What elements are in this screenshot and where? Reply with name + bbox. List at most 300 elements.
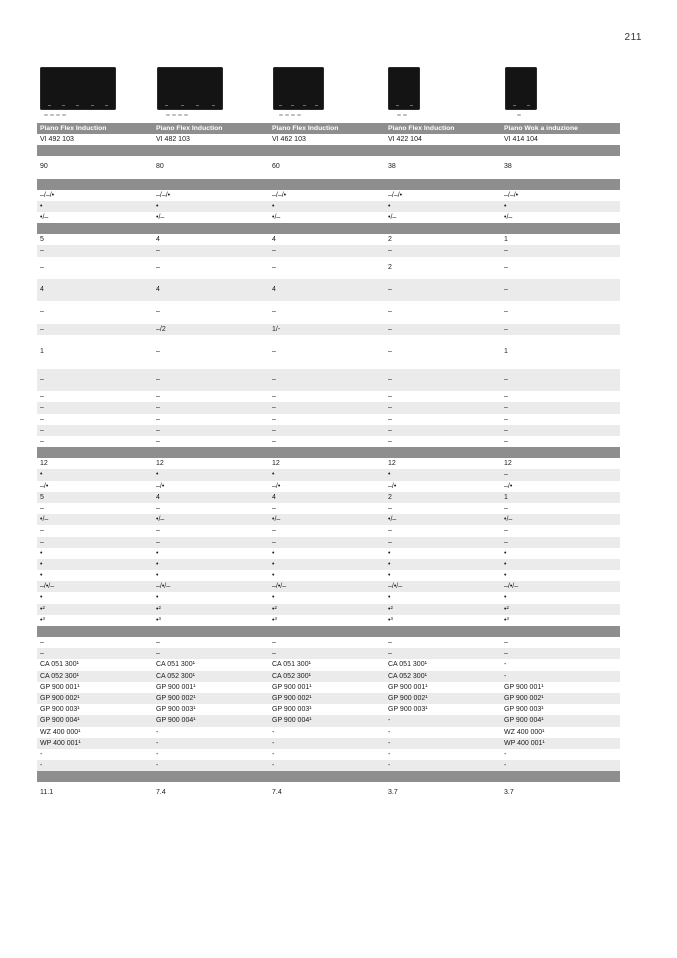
table-cell: 38 xyxy=(504,163,512,171)
table-row xyxy=(37,257,620,279)
table-cell: –/–/• xyxy=(388,191,403,199)
table-row xyxy=(37,156,620,178)
table-cell: 4 xyxy=(272,493,276,501)
table-cell: •/– xyxy=(40,213,49,221)
table-cell: – xyxy=(156,404,160,412)
table-cell: –/•/– xyxy=(504,583,519,591)
table-row xyxy=(37,469,620,480)
table-cell: • xyxy=(40,560,43,568)
table-cell: •² xyxy=(272,605,277,613)
control-icon xyxy=(397,114,407,118)
table-row xyxy=(37,559,620,570)
table-cell: •³ xyxy=(388,616,393,624)
table-row xyxy=(37,648,620,659)
table-cell: –/• xyxy=(388,482,397,490)
table-cell: CA 051 300¹ xyxy=(388,661,427,669)
table-cell: • xyxy=(156,572,159,580)
table-cell: •³ xyxy=(272,616,277,624)
table-row xyxy=(37,234,620,245)
table-row xyxy=(37,782,620,804)
table-cell: • xyxy=(156,471,159,479)
table-cell: • xyxy=(388,560,391,568)
table-row xyxy=(37,335,620,369)
table-cell: 12 xyxy=(388,460,396,468)
table-cell: CA 052 300¹ xyxy=(156,672,195,680)
table-cell: – xyxy=(40,415,44,423)
table-cell: 1 xyxy=(504,236,508,244)
table-cell: 90 xyxy=(40,163,48,171)
table-cell: GP 900 003¹ xyxy=(156,706,196,714)
table-row xyxy=(37,201,620,212)
table-cell: – xyxy=(504,393,508,401)
table-cell: – xyxy=(504,325,508,333)
table-row xyxy=(37,749,620,760)
table-cell: • xyxy=(272,549,275,557)
table-cell: –/–/• xyxy=(40,191,55,199)
table-cell: – xyxy=(388,415,392,423)
table-cell: GP 900 001¹ xyxy=(40,683,80,691)
table-cell: •² xyxy=(40,605,45,613)
table-cell: – xyxy=(272,247,276,255)
table-cell: CA 052 300¹ xyxy=(272,672,311,680)
table-cell: – xyxy=(388,426,392,434)
table-cell: 1 xyxy=(504,347,508,355)
table-cell: GP 900 004¹ xyxy=(40,717,80,725)
table-cell: • xyxy=(504,594,507,602)
product-name: Piano Flex Induction xyxy=(272,125,339,132)
table-cell: 12 xyxy=(272,460,280,468)
table-cell: – xyxy=(504,538,508,546)
table-cell: – xyxy=(388,285,392,293)
table-cell: – xyxy=(40,308,44,316)
table-row xyxy=(37,704,620,715)
table-cell: • xyxy=(388,549,391,557)
table-cell: – xyxy=(388,538,392,546)
table-cell: 5 xyxy=(40,493,44,501)
table-cell: – xyxy=(40,438,44,446)
table-cell: – xyxy=(504,375,508,383)
table-row xyxy=(37,279,620,301)
table-cell: –/•/– xyxy=(156,583,171,591)
table-cell: – xyxy=(272,308,276,316)
table-cell: – xyxy=(156,415,160,423)
table-cell: – xyxy=(40,325,44,333)
table-cell: – xyxy=(156,438,160,446)
table-row xyxy=(37,514,620,525)
table-cell: – xyxy=(272,639,276,647)
table-cell: • xyxy=(388,202,391,210)
table-cell: – xyxy=(272,438,276,446)
table-cell: • xyxy=(504,560,507,568)
table-cell: – xyxy=(504,247,508,255)
table-cell: – xyxy=(504,404,508,412)
table-cell: – xyxy=(40,426,44,434)
table-cell: GP 900 003¹ xyxy=(504,706,544,714)
table-row xyxy=(37,425,620,436)
table-cell: GP 900 001¹ xyxy=(504,683,544,691)
table-cell: • xyxy=(272,471,275,479)
table-cell: •³ xyxy=(40,616,45,624)
table-cell: – xyxy=(40,504,44,512)
table-cell: –/•/– xyxy=(40,583,55,591)
table-cell: –/–/• xyxy=(156,191,171,199)
table-cell: 5 xyxy=(40,236,44,244)
table-cell: – xyxy=(272,426,276,434)
table-cell: – xyxy=(272,415,276,423)
table-row xyxy=(37,727,620,738)
table-cell: •/– xyxy=(272,516,281,524)
table-cell: – xyxy=(156,375,160,383)
table-cell: – xyxy=(388,639,392,647)
product-name: Piano Flex Induction xyxy=(388,125,455,132)
control-icon xyxy=(517,114,521,118)
table-cell: GP 900 004¹ xyxy=(504,717,544,725)
table-cell: 80 xyxy=(156,163,164,171)
table-cell: 4 xyxy=(156,493,160,501)
table-cell: –/• xyxy=(504,482,513,490)
table-row xyxy=(37,604,620,615)
table-row xyxy=(37,693,620,704)
table-cell: - xyxy=(156,750,159,758)
table-row xyxy=(37,525,620,536)
table-cell: - xyxy=(388,728,391,736)
table-row xyxy=(37,548,620,559)
table-cell: – xyxy=(388,325,392,333)
table-cell: - xyxy=(388,717,391,725)
table-row xyxy=(37,481,620,492)
table-cell: - xyxy=(156,728,159,736)
table-cell: 1/- xyxy=(272,325,281,333)
table-cell: - xyxy=(156,739,159,747)
table-cell: - xyxy=(40,750,43,758)
table-row xyxy=(37,391,620,402)
table-row xyxy=(37,324,620,335)
table-row xyxy=(37,637,620,648)
table-cell: • xyxy=(40,572,43,580)
table-cell: –/–/• xyxy=(504,191,519,199)
table-cell: 4 xyxy=(40,285,44,293)
table-cell: – xyxy=(388,504,392,512)
table-cell: – xyxy=(40,527,44,535)
table-cell: – xyxy=(504,285,508,293)
table-cell: GP 900 001¹ xyxy=(272,683,312,691)
table-cell: – xyxy=(388,347,392,355)
table-cell: CA 051 300¹ xyxy=(272,661,311,669)
product-name: Piano Flex Induction xyxy=(40,125,107,132)
table-cell: – xyxy=(388,527,392,535)
table-cell: –/•/– xyxy=(272,583,287,591)
table-cell: – xyxy=(40,393,44,401)
table-cell: – xyxy=(272,538,276,546)
table-cell: – xyxy=(40,247,44,255)
table-cell: • xyxy=(156,560,159,568)
table-cell: WP 400 001¹ xyxy=(504,739,545,747)
table-row xyxy=(37,537,620,548)
table-cell: • xyxy=(388,471,391,479)
table-cell: GP 900 004¹ xyxy=(156,717,196,725)
table-cell: - xyxy=(504,661,507,669)
table-cell: GP 900 002¹ xyxy=(40,694,80,702)
section-divider xyxy=(37,223,620,234)
table-cell: – xyxy=(272,347,276,355)
hob-image xyxy=(157,67,223,110)
product-name: Piano Wok a induzione xyxy=(504,125,578,132)
table-cell: CA 051 300¹ xyxy=(40,661,79,669)
table-cell: – xyxy=(272,263,276,271)
table-cell: • xyxy=(388,572,391,580)
table-cell: •/– xyxy=(272,213,281,221)
model-code-row xyxy=(37,134,620,145)
table-cell: • xyxy=(40,549,43,557)
table-cell: GP 900 003¹ xyxy=(388,706,428,714)
table-cell: – xyxy=(504,527,508,535)
table-cell: 2 xyxy=(388,236,392,244)
table-cell: GP 900 003¹ xyxy=(272,706,312,714)
table-cell: - xyxy=(504,762,507,770)
table-cell: • xyxy=(272,594,275,602)
table-cell: - xyxy=(156,762,159,770)
table-cell: 12 xyxy=(504,460,512,468)
table-cell: 4 xyxy=(272,285,276,293)
table-cell: GP 900 002¹ xyxy=(272,694,312,702)
table-row xyxy=(37,436,620,447)
table-cell: – xyxy=(272,504,276,512)
table-cell: - xyxy=(272,739,275,747)
section-divider xyxy=(37,179,620,190)
table-cell: CA 052 300¹ xyxy=(388,672,427,680)
table-row xyxy=(37,738,620,749)
table-cell: •/– xyxy=(388,516,397,524)
hob-image xyxy=(273,67,324,110)
table-cell: – xyxy=(504,426,508,434)
table-cell: –/2 xyxy=(156,325,166,333)
table-cell: – xyxy=(156,504,160,512)
table-cell: – xyxy=(156,308,160,316)
table-row xyxy=(37,570,620,581)
table-cell: 12 xyxy=(40,460,48,468)
table-row xyxy=(37,615,620,626)
model-code: VI 462 103 xyxy=(272,136,306,143)
table-cell: •/– xyxy=(504,516,513,524)
table-cell: • xyxy=(40,471,43,479)
table-cell: – xyxy=(388,404,392,412)
section-divider xyxy=(37,447,620,458)
hob-image xyxy=(40,67,116,110)
table-cell: WZ 400 000¹ xyxy=(504,728,545,736)
table-cell: 38 xyxy=(388,163,396,171)
table-cell: –/–/• xyxy=(272,191,287,199)
table-cell: - xyxy=(388,750,391,758)
table-cell: WP 400 001¹ xyxy=(40,739,81,747)
table-cell: - xyxy=(504,750,507,758)
table-cell: GP 900 002¹ xyxy=(156,694,196,702)
model-code: VI 422 104 xyxy=(388,136,422,143)
table-cell: • xyxy=(504,572,507,580)
table-cell: – xyxy=(388,247,392,255)
table-cell: – xyxy=(504,650,508,658)
table-cell: - xyxy=(504,672,507,680)
table-cell: – xyxy=(388,308,392,316)
hob-image xyxy=(505,67,537,110)
spec-rows xyxy=(37,145,620,804)
section-divider xyxy=(37,771,620,782)
table-row xyxy=(37,190,620,201)
table-row xyxy=(37,402,620,413)
table-row xyxy=(37,659,620,670)
table-cell: – xyxy=(504,263,508,271)
table-cell: • xyxy=(156,202,159,210)
table-cell: – xyxy=(272,393,276,401)
table-row xyxy=(37,245,620,256)
table-cell: 4 xyxy=(156,236,160,244)
table-cell: GP 900 001¹ xyxy=(388,683,428,691)
control-icon xyxy=(166,114,188,118)
table-cell: – xyxy=(40,263,44,271)
table-cell: – xyxy=(40,650,44,658)
table-cell: 2 xyxy=(388,263,392,271)
table-row xyxy=(37,671,620,682)
hob-image xyxy=(388,67,420,110)
table-cell: GP 900 004¹ xyxy=(272,717,312,725)
table-cell: – xyxy=(156,393,160,401)
table-cell: GP 900 002¹ xyxy=(388,694,428,702)
table-row xyxy=(37,503,620,514)
table-row xyxy=(37,760,620,771)
product-name-row xyxy=(37,123,620,134)
table-cell: – xyxy=(272,404,276,412)
table-cell: •/– xyxy=(156,213,165,221)
table-row xyxy=(37,492,620,503)
table-cell: – xyxy=(156,538,160,546)
table-cell: – xyxy=(388,650,392,658)
table-cell: – xyxy=(40,639,44,647)
table-row xyxy=(37,592,620,603)
table-cell: 4 xyxy=(156,285,160,293)
table-cell: GP 900 001¹ xyxy=(156,683,196,691)
table-cell: – xyxy=(388,375,392,383)
table-cell: • xyxy=(40,202,43,210)
control-icon xyxy=(279,114,301,118)
table-cell: 3.7 xyxy=(388,789,398,797)
table-cell: • xyxy=(504,549,507,557)
table-row xyxy=(37,682,620,693)
table-cell: –/• xyxy=(272,482,281,490)
table-cell: – xyxy=(504,438,508,446)
table-cell: •² xyxy=(156,605,161,613)
table-cell: CA 052 300¹ xyxy=(40,672,79,680)
table-cell: 4 xyxy=(272,236,276,244)
table-row xyxy=(37,581,620,592)
table-cell: •/– xyxy=(504,213,513,221)
table-cell: – xyxy=(156,639,160,647)
table-cell: •³ xyxy=(156,616,161,624)
table-cell: – xyxy=(156,650,160,658)
table-cell: – xyxy=(388,393,392,401)
table-cell: – xyxy=(156,527,160,535)
table-cell: • xyxy=(272,572,275,580)
control-icon xyxy=(44,114,66,118)
table-cell: • xyxy=(388,594,391,602)
table-cell: – xyxy=(156,347,160,355)
table-row xyxy=(37,715,620,726)
table-cell: – xyxy=(156,426,160,434)
table-cell: •³ xyxy=(504,616,509,624)
table-cell: • xyxy=(504,202,507,210)
table-cell: - xyxy=(272,762,275,770)
table-cell: 2 xyxy=(388,493,392,501)
table-cell: – xyxy=(504,415,508,423)
table-cell: – xyxy=(272,375,276,383)
page-number: 211 xyxy=(624,32,642,43)
table-cell: • xyxy=(272,202,275,210)
table-cell: – xyxy=(504,308,508,316)
table-cell: • xyxy=(272,560,275,568)
table-cell: •/– xyxy=(388,213,397,221)
table-cell: 7.4 xyxy=(272,789,282,797)
table-row xyxy=(37,414,620,425)
table-cell: – xyxy=(40,375,44,383)
table-cell: - xyxy=(272,750,275,758)
table-cell: • xyxy=(156,549,159,557)
table-cell: – xyxy=(156,263,160,271)
model-code: VI 482 103 xyxy=(156,136,190,143)
table-cell: •/– xyxy=(156,516,165,524)
section-divider xyxy=(37,145,620,156)
table-cell: •² xyxy=(388,605,393,613)
table-cell: –/• xyxy=(40,482,49,490)
table-cell: – xyxy=(504,504,508,512)
table-cell: – xyxy=(40,404,44,412)
table-cell: - xyxy=(272,728,275,736)
table-cell: •² xyxy=(504,605,509,613)
table-cell: – xyxy=(156,247,160,255)
table-cell: - xyxy=(40,762,43,770)
table-cell: 7.4 xyxy=(156,789,166,797)
table-cell: –/• xyxy=(156,482,165,490)
table-cell: •/– xyxy=(40,516,49,524)
table-cell: - xyxy=(388,762,391,770)
table-cell: 12 xyxy=(156,460,164,468)
table-cell: WZ 400 000¹ xyxy=(40,728,81,736)
table-cell: - xyxy=(388,739,391,747)
table-row xyxy=(37,212,620,223)
section-divider xyxy=(37,626,620,637)
table-cell: GP 900 002¹ xyxy=(504,694,544,702)
table-cell: – xyxy=(272,650,276,658)
table-cell: 3.7 xyxy=(504,789,514,797)
table-cell: –/•/– xyxy=(388,583,403,591)
product-name: Piano Flex Induction xyxy=(156,125,223,132)
table-cell: – xyxy=(504,639,508,647)
table-cell: 11.1 xyxy=(40,789,54,797)
table-row xyxy=(37,301,620,323)
model-code: VI 492 103 xyxy=(40,136,74,143)
table-cell: – xyxy=(272,527,276,535)
table-cell: 1 xyxy=(504,493,508,501)
product-images xyxy=(0,60,677,124)
table-row xyxy=(37,369,620,391)
table-row xyxy=(37,458,620,469)
table-cell: GP 900 003¹ xyxy=(40,706,80,714)
table-cell: • xyxy=(40,594,43,602)
table-cell: 1 xyxy=(40,347,44,355)
spec-table xyxy=(37,123,620,805)
table-cell: – xyxy=(504,471,508,479)
table-cell: • xyxy=(156,594,159,602)
table-cell: – xyxy=(40,538,44,546)
table-cell: – xyxy=(388,438,392,446)
table-cell: 60 xyxy=(272,163,280,171)
